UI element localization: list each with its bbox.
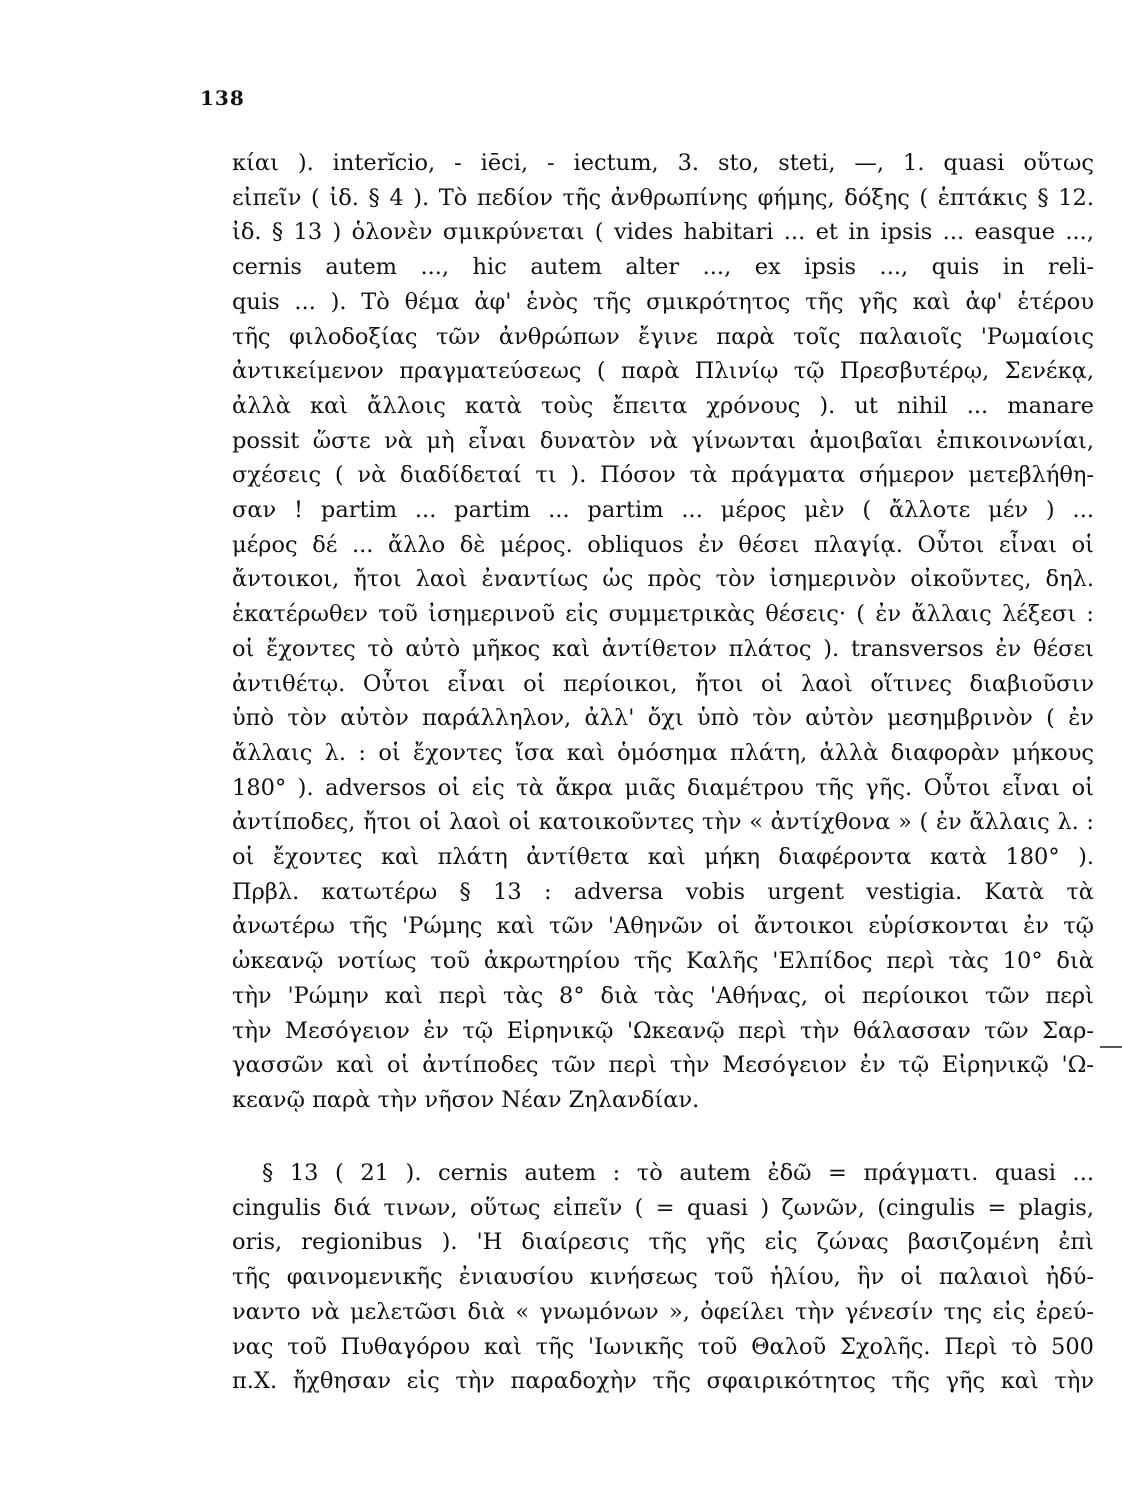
- text-line: σχέσεις ( νὰ διαδίδεταί τι ). Πόσον τὰ πράγματα σήμερον μετεβλήθη-: [232, 462, 1094, 489]
- text-line: τῆς φιλοδοξίας τῶν ἀνθρώπων ἔγινε παρὰ τοῖς παλαιοῖς 'Ρωμαίοις: [232, 323, 1094, 350]
- text-line: ἀντίποδες, ἤτοι οἱ λαοὶ οἱ κατοικοῦντες τὴν « ἀντίχθονα » ( ἐν ἄλλαις λ. :: [232, 809, 1094, 836]
- text-line: cernis autem ..., hic autem alter ..., ex ipsis ..., quis in reli-: [232, 254, 1094, 281]
- text-line: ἀντικείμενον πραγματεύσεως ( παρὰ Πλινίῳ τῷ Πρεσβυτέρῳ, Σενέκᾳ,: [232, 358, 1094, 385]
- text-line: quis ... ). Τὸ θέμα ἀφ' ἑνὸς τῆς σμικρότητος τῆς γῆς καὶ ἀφ' ἑτέρου: [232, 288, 1094, 315]
- text-line: ἰδ. § 13 ) ὁλονὲν σμικρύνεται ( vides habitari ... et in ipsis ... easque ...,: [232, 219, 1094, 246]
- text-line: possit ὥστε νὰ μὴ εἶναι δυνατὸν νὰ γίνωνται ἀμοιβαῖαι ἐπικοινωνίαι,: [232, 427, 1094, 454]
- text-line: oris, regionibus ). 'Η διαίρεσις τῆς γῆς εἰς ζώνας βασιζομένη ἐπὶ: [232, 1229, 1094, 1256]
- text-line: εἰπεῖν ( ἰδ. § 4 ). Τὸ πεδίον τῆς ἀνθρωπίνης φήμης, δόξης ( ἑπτάκις § 12.: [232, 184, 1094, 211]
- page-number: 138: [200, 86, 245, 110]
- text-line: § 13 ( 21 ). cernis autem : τὸ autem ἐδῶ = πράγματι. quasi ...: [262, 1160, 1094, 1186]
- text-line: ναντο νὰ μελετῶσι διὰ « γνωμόνων », ὀφείλει τὴν γένεσίν της εἰς ἐρεύ-: [232, 1298, 1094, 1325]
- margin-mark: [1100, 1046, 1122, 1048]
- text-line: γασσῶν καὶ οἱ ἀντίποδες τῶν περὶ τὴν Μεσόγειον ἐν τῷ Εἰρηνικῷ 'Ω-: [232, 1052, 1094, 1079]
- text-line: τῆς φαινομενικῆς ἐνιαυσίου κινήσεως τοῦ ἡλίου, ἣν οἱ παλαιοὶ ἠδύ-: [232, 1264, 1094, 1291]
- text-line: κίαι ). interĭcio, - iēci, - iectum, 3. sto, steti, —, 1. quasi οὕτως: [232, 150, 1094, 176]
- text-line: cingulis διά τινων, οὕτως εἰπεῖν ( = quasi ) ζωνῶν, (cingulis = plagis,: [232, 1194, 1094, 1221]
- text-line: ἑκατέρωθεν τοῦ ἰσημερινοῦ εἰς συμμετρικὰς θέσεις· ( ἐν ἄλλαις λέξεσι :: [232, 601, 1094, 628]
- text-line: π.Χ. ἤχθησαν εἰς τὴν παραδοχὴν τῆς σφαιρικότητος τῆς γῆς καὶ τὴν: [232, 1368, 1094, 1395]
- text-line: οἱ ἔχοντες τὸ αὐτὸ μῆκος καὶ ἀντίθετον πλάτος ). transversos ἐν θέσει: [232, 635, 1094, 662]
- text-line: τὴν Μεσόγειον ἐν τῷ Εἰρηνικῷ 'Ωκεανῷ περὶ τὴν θάλασσαν τῶν Σαρ-: [232, 1017, 1094, 1044]
- text-line: ἀλλὰ καὶ ἄλλοις κατὰ τοὺς ἔπειτα χρόνους ). ut nihil ... manare: [232, 392, 1094, 419]
- text-line: ἄλλαις λ. : οἱ ἔχοντες ἴσα καὶ ὁμόσημα πλάτη, ἀλλὰ διαφορὰν μήκους: [232, 739, 1094, 766]
- text-line: ὑπὸ τὸν αὐτὸν παράλληλον, ἀλλ' ὄχι ὑπὸ τὸν αὐτὸν μεσημβρινὸν ( ἐν: [232, 705, 1094, 732]
- text-line: τὴν 'Ρώμην καὶ περὶ τὰς 8° διὰ τὰς 'Αθήνας, οἱ περίοικοι τῶν περὶ: [232, 982, 1094, 1009]
- text-line: σαν ! partim ... partim ... partim ... μέρος μὲν ( ἄλλοτε μέν ) ...: [232, 497, 1094, 523]
- text-line: οἱ ἔχοντες καὶ πλάτη ἀντίθετα καὶ μήκη διαφέροντα κατὰ 180° ).: [232, 844, 1094, 870]
- text-line: ἀντιθέτῳ. Οὗτοι εἶναι οἱ περίοικοι, ἤτοι οἱ λαοὶ οἵτινες διαβιοῦσιν: [232, 670, 1094, 697]
- text-line: μέρος δέ ... ἄλλο δὲ μέρος. obliquos ἐν θέσει πλαγίᾳ. Οὗτοι εἶναι οἱ: [232, 531, 1094, 558]
- text-line: ἄντοικοι, ἤτοι λαοὶ ἐναντίως ὡς πρὸς τὸν ἰσημερινὸν οἰκοῦντες, δηλ.: [232, 566, 1094, 593]
- text-line: 180° ). adversos οἱ εἰς τὰ ἄκρα μιᾶς διαμέτρου τῆς γῆς. Οὗτοι εἶναι οἱ: [232, 774, 1094, 801]
- text-line: ὠκεανῷ νοτίως τοῦ ἀκρωτηρίου τῆς Καλῆς 'Ελπίδος περὶ τὰς 10° διὰ: [232, 948, 1094, 975]
- text-line: Πρβλ. κατωτέρω § 13 : adversa vobis urgent vestigia. Κατὰ τὰ: [232, 878, 1094, 905]
- text-line: νας τοῦ Πυθαγόρου καὶ τῆς 'Ιωνικῆς τοῦ Θαλοῦ Σχολῆς. Περὶ τὸ 500: [232, 1333, 1094, 1360]
- text-line: κεανῷ παρὰ τὴν νῆσον Νέαν Ζηλανδίαν.: [232, 1086, 700, 1113]
- text-line: ἀνωτέρω τῆς 'Ρώμης καὶ τῶν 'Αθηνῶν οἱ ἄντοικοι εὑρίσκονται ἐν τῷ: [232, 913, 1094, 940]
